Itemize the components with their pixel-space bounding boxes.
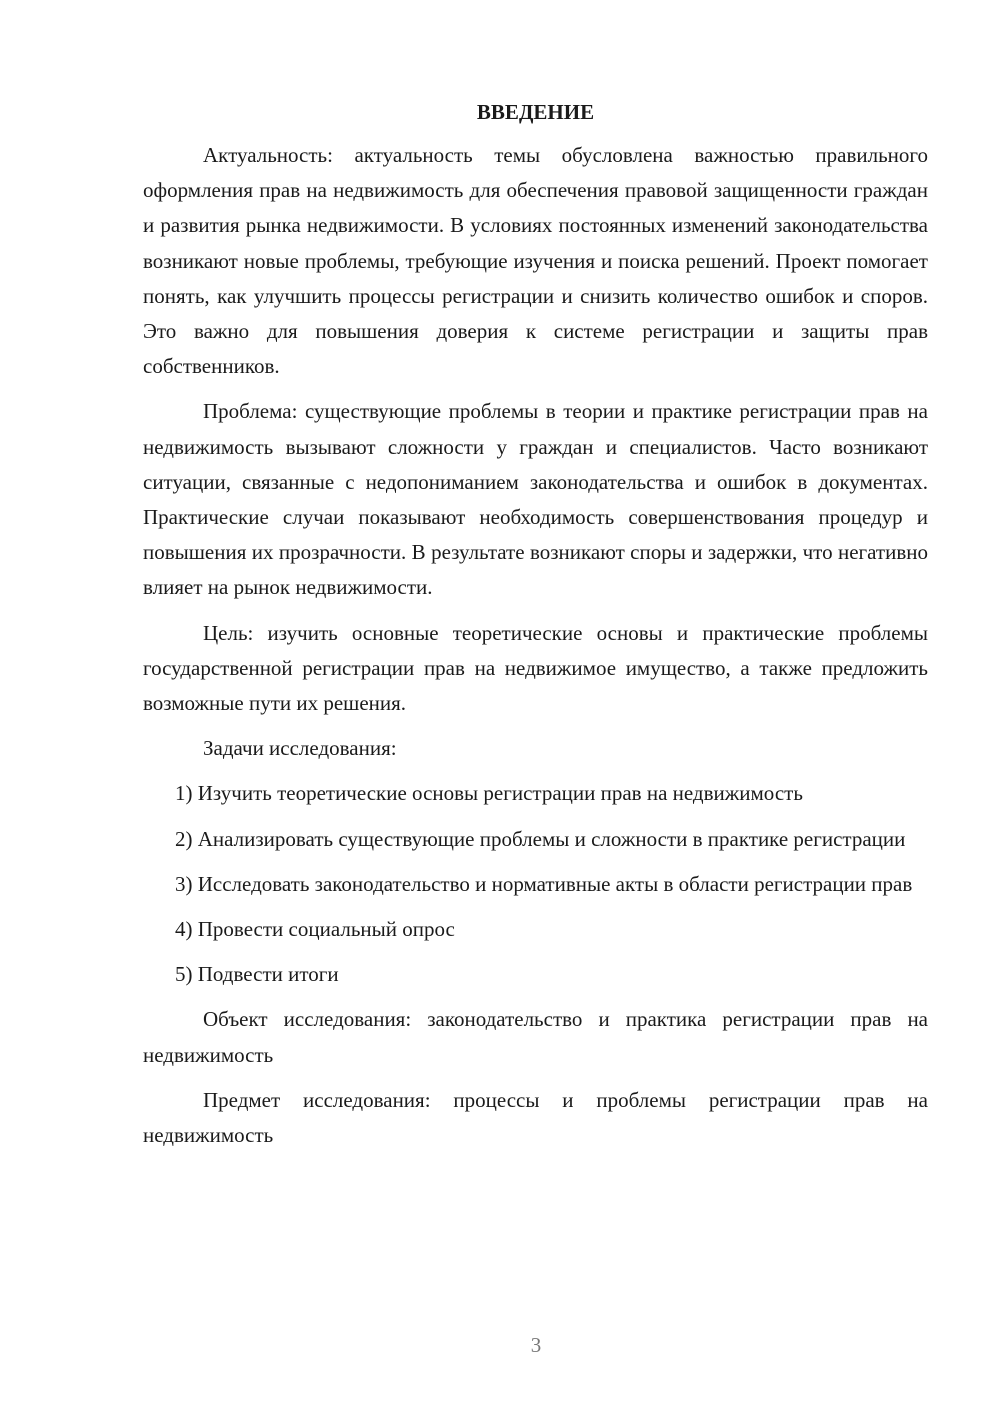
paragraph-goal: Цель: изучить основные теоретические основы и практические проблемы государственной регистрации прав на недвижимое имущество, а также предложить возможные пути их решения. bbox=[143, 620, 928, 716]
paragraph-problem: Проблема: существующие проблемы в теории и практике регистрации прав на недвижимость вызывают сложности у граждан и специалистов. Часто возникают ситуации, связанные с недопониманием законодательства и ошибок в документах. Практические случаи показывают необходимость совершенствования процедур и повышения их прозрачности. В результате возникают споры и задержки, что негативно влияет на рынок недвижимости. bbox=[143, 399, 928, 600]
paragraph-object: Объект исследования: законодательство и практика регистрации прав на недвижимость bbox=[143, 1007, 928, 1067]
paragraph-relevance: Актуальность: актуальность темы обусловлена важностью правильного оформления прав на недвижимость для обеспечения правовой защищенности граждан и развития рынка недвижимости. В условиях постоянных изменений законодательства возникают новые проблемы, требующие изучения и поиска решений. Проект помогает понять, как улучшить процессы регистрации и снизить количество ошибок и споров. Это важно для повышения доверия к системе регистрации и защиты прав собственников. bbox=[143, 143, 928, 379]
document-page bbox=[143, 96, 928, 1163]
page-title: ВВЕДЕНИЕ bbox=[476, 100, 595, 124]
paragraph-tasks-heading: Задачи исследования: bbox=[203, 736, 397, 761]
page-number: 3 bbox=[530, 1333, 542, 1357]
list-item-task-4: 4) Провести социальный опрос bbox=[175, 917, 455, 942]
list-item-task-2: 2) Анализировать существующие проблемы и сложности в практике регистрации bbox=[175, 826, 906, 851]
list-item-task-5: 5) Подвести итоги bbox=[175, 962, 339, 987]
list-item-task-3: 3) Исследовать законодательство и нормативные акты в области регистрации прав bbox=[175, 871, 913, 896]
list-item-task-1: 1) Изучить теоретические основы регистрации прав на недвижимость bbox=[175, 781, 803, 806]
paragraph-subject: Предмет исследования: процессы и проблемы регистрации прав на недвижимость bbox=[143, 1087, 928, 1148]
